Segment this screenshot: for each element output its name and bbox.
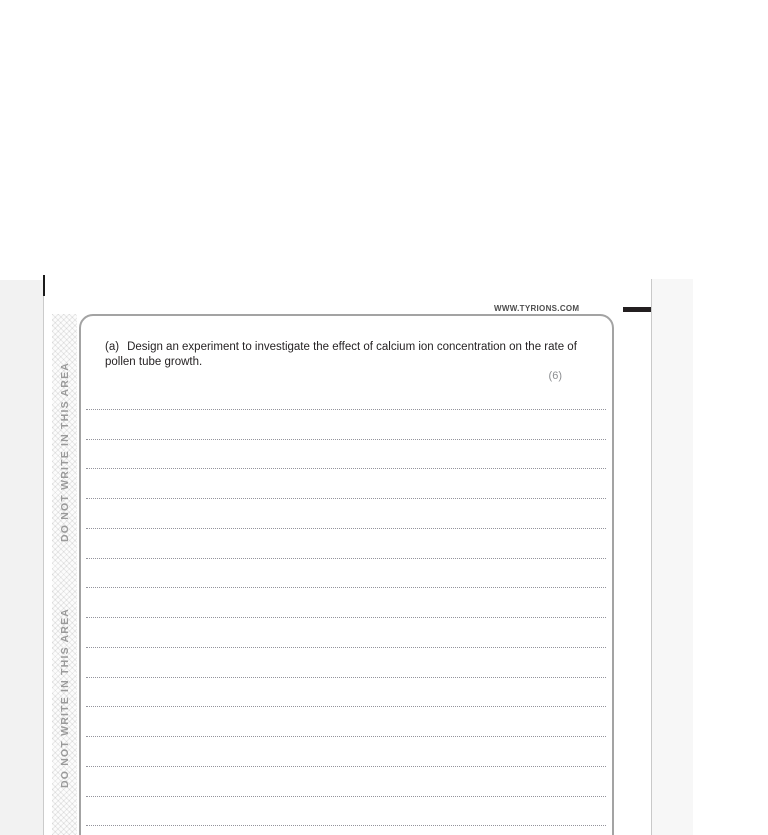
answer-line: [86, 767, 606, 797]
answer-lines-area: [86, 380, 606, 826]
watermark-text: WWW.TYRIONS.COM: [494, 304, 580, 313]
answer-line: [86, 529, 606, 559]
left-registration-mark-icon: [43, 275, 45, 296]
do-not-write-label-top: DO NOT WRITE IN THIS AREA: [58, 361, 71, 543]
answer-line: [86, 737, 606, 767]
answer-line: [86, 410, 606, 440]
answer-line: [86, 380, 606, 410]
answer-line: [86, 678, 606, 708]
answer-line: [86, 648, 606, 678]
right-registration-mark-icon: [623, 307, 651, 312]
answer-line: [86, 499, 606, 529]
page-left-gutter: [0, 280, 44, 835]
answer-line: [86, 588, 606, 618]
answer-line: [86, 469, 606, 499]
question-text: Design an experiment to investigate the effect of calcium ion concentration on the rate of pollen tube growth.: [105, 341, 577, 368]
answer-line: [86, 797, 606, 827]
question-answer-box: [79, 314, 614, 835]
answer-line: [86, 707, 606, 737]
page-right-gutter: [651, 279, 693, 835]
question-text-block: [105, 340, 597, 369]
marks-badge: (6): [548, 370, 562, 382]
answer-line: [86, 559, 606, 589]
answer-line: [86, 618, 606, 648]
do-not-write-strip: [52, 314, 77, 835]
do-not-write-label-bottom: DO NOT WRITE IN THIS AREA: [58, 607, 71, 789]
answer-line: [86, 440, 606, 470]
question-part-label: (a): [105, 341, 120, 353]
